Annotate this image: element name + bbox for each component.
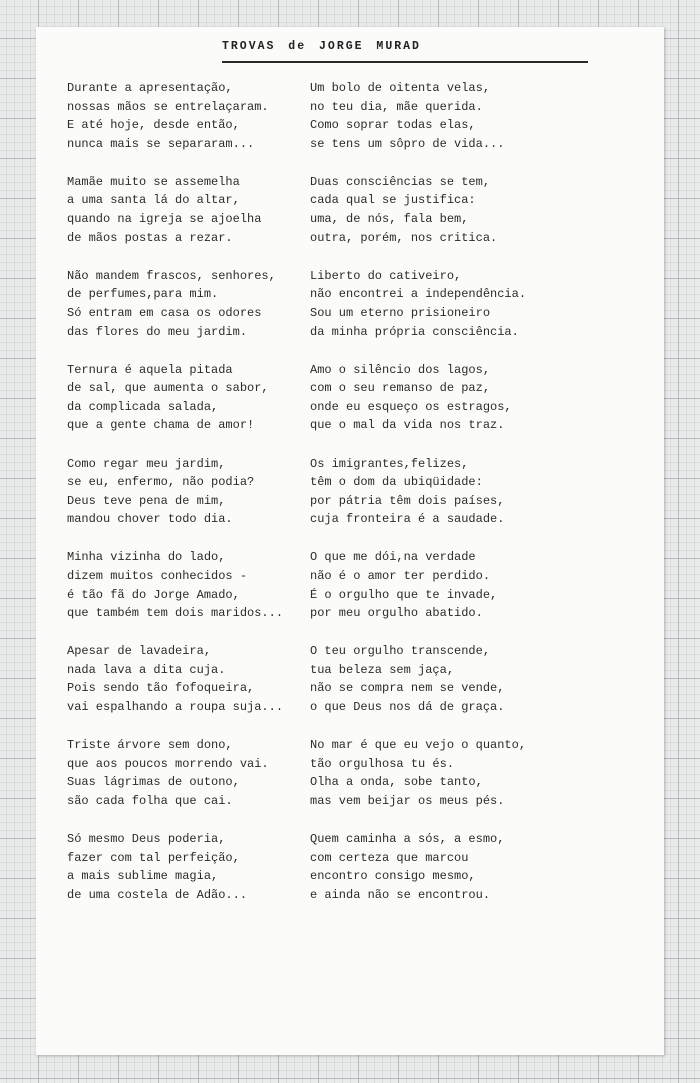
verse-line: mas vem beijar os meus pés. bbox=[310, 793, 505, 808]
verse-line: outra, porém, nos critica. bbox=[310, 230, 498, 245]
verse-line: no teu dia, mãe querida. bbox=[310, 99, 483, 114]
verse-line: de uma costela de Adão... bbox=[67, 887, 248, 902]
verse-line: fazer com tal perfeição, bbox=[67, 850, 240, 865]
paper-sheet bbox=[36, 27, 664, 1055]
stanza bbox=[310, 173, 650, 247]
stanza bbox=[67, 173, 307, 247]
verse-line: Os imigrantes,felizes, bbox=[310, 456, 469, 471]
verse-line: Como soprar todas elas, bbox=[310, 118, 476, 133]
verse-line: de perfumes,para mim. bbox=[67, 287, 219, 302]
verse-line: dizem muitos conhecidos - bbox=[67, 568, 248, 583]
verse-line: Sou um eterno prisioneiro bbox=[310, 305, 491, 320]
verse-line: a uma santa lá do altar, bbox=[67, 193, 240, 208]
verse-line: encontro consigo mesmo, bbox=[310, 869, 476, 884]
verse-line: que também tem dois maridos... bbox=[67, 606, 284, 621]
verse-line: uma, de nós, fala bem, bbox=[310, 212, 469, 227]
verse-line: Liberto do cativeiro, bbox=[310, 268, 462, 283]
verse-line: Mamãe muito se assemelha bbox=[67, 174, 240, 189]
stanza bbox=[310, 548, 650, 622]
verse-line: é tão fã do Jorge Amado, bbox=[67, 587, 240, 602]
verse-line: são cada folha que cai. bbox=[67, 793, 233, 808]
verse-line: que aos poucos morrendo vai. bbox=[67, 756, 269, 771]
verse-line: quando na igreja se ajoelha bbox=[67, 212, 262, 227]
verse-line: cada qual se justifica: bbox=[310, 193, 476, 208]
right-column bbox=[310, 79, 650, 924]
verse-line: se eu, enfermo, não podia? bbox=[67, 475, 255, 490]
verse-line: da complicada salada, bbox=[67, 399, 219, 414]
stanza bbox=[67, 79, 307, 153]
verse-line: nunca mais se separaram... bbox=[67, 136, 255, 151]
stanza bbox=[310, 642, 650, 716]
verse-line: Triste árvore sem dono, bbox=[67, 738, 233, 753]
verse-line: a mais sublime magia, bbox=[67, 869, 219, 884]
title-underline bbox=[222, 61, 588, 63]
verse-line: por pátria têm dois países, bbox=[310, 493, 505, 508]
verse-line: Deus teve pena de mim, bbox=[67, 493, 226, 508]
verse-line: o que Deus nos dá de graça. bbox=[310, 700, 505, 715]
verse-line: No mar é que eu vejo o quanto, bbox=[310, 738, 527, 753]
verse-line: É o orgulho que te invade, bbox=[310, 587, 498, 602]
stanza bbox=[67, 642, 307, 716]
verse-line: Quem caminha a sós, a esmo, bbox=[310, 832, 505, 846]
verse-line: com certeza que marcou bbox=[310, 850, 469, 865]
stanza bbox=[67, 455, 307, 529]
stanza bbox=[67, 736, 307, 810]
verse-line: Um bolo de oitenta velas, bbox=[310, 81, 491, 95]
verse-line: mandou chover todo dia. bbox=[67, 512, 233, 527]
stanza bbox=[67, 830, 307, 904]
verse-line: nada lava a dita cuja. bbox=[67, 662, 226, 677]
verse-line: Olha a onda, sobe tanto, bbox=[310, 775, 483, 790]
verse-line: Suas lágrimas de outono, bbox=[67, 775, 240, 790]
verse-line: vai espalhando a roupa suja... bbox=[67, 700, 284, 715]
left-column bbox=[67, 79, 307, 924]
verse-line: têm o dom da ubiqüidade: bbox=[310, 475, 483, 490]
verse-line: onde eu esqueço os estragos, bbox=[310, 399, 512, 414]
verse-line: com o seu remanso de paz, bbox=[310, 381, 491, 396]
verse-line: Só entram em casa os odores bbox=[67, 305, 262, 320]
verse-line: nossas mãos se entrelaçaram. bbox=[67, 99, 269, 114]
stanza bbox=[310, 830, 650, 904]
stanza bbox=[67, 267, 307, 341]
verse-line: e ainda não se encontrou. bbox=[310, 887, 491, 902]
verse-line: não é o amor ter perdido. bbox=[310, 568, 491, 583]
verse-line: das flores do meu jardim. bbox=[67, 324, 248, 339]
verse-line: O teu orgulho transcende, bbox=[310, 644, 491, 659]
verse-line: Como regar meu jardim, bbox=[67, 456, 226, 471]
verse-line: que a gente chama de amor! bbox=[67, 418, 255, 433]
verse-line: Pois sendo tão fofoqueira, bbox=[67, 681, 255, 696]
stanza bbox=[310, 267, 650, 341]
verse-line: de sal, que aumenta o sabor, bbox=[67, 381, 269, 396]
verse-line: que o mal da vida nos traz. bbox=[310, 418, 505, 433]
stanza bbox=[67, 361, 307, 435]
verse-line: não se compra nem se vende, bbox=[310, 681, 505, 696]
verse-line: não encontrei a independência. bbox=[310, 287, 527, 302]
stanza bbox=[310, 455, 650, 529]
stanza bbox=[310, 79, 650, 153]
verse-line: de mãos postas a rezar. bbox=[67, 230, 233, 245]
stanza bbox=[310, 361, 650, 435]
page-title: TROVAS de JORGE MURAD bbox=[222, 40, 421, 53]
verse-line: se tens um sôpro de vida... bbox=[310, 136, 505, 151]
stanza bbox=[310, 736, 650, 810]
verse-line: tão orgulhosa tu és. bbox=[310, 756, 455, 771]
verse-line: Não mandem frascos, senhores, bbox=[67, 268, 276, 283]
verse-line: Duas consciências se tem, bbox=[310, 174, 491, 189]
verse-line: Durante a apresentação, bbox=[67, 81, 233, 95]
verse-line: Minha vizinha do lado, bbox=[67, 550, 226, 565]
verse-line: O que me dói,na verdade bbox=[310, 550, 476, 565]
verse-line: E até hoje, desde então, bbox=[67, 118, 240, 133]
verse-line: Ternura é aquela pitada bbox=[67, 362, 233, 377]
verse-line: Só mesmo Deus poderia, bbox=[67, 832, 226, 846]
verse-line: cuja fronteira é a saudade. bbox=[310, 512, 505, 527]
verse-line: tua beleza sem jaça, bbox=[310, 662, 455, 677]
verse-line: por meu orgulho abatido. bbox=[310, 606, 483, 621]
verse-line: Apesar de lavadeira, bbox=[67, 644, 212, 659]
verse-line: da minha própria consciência. bbox=[310, 324, 519, 339]
stanza bbox=[67, 548, 307, 622]
verse-line: Amo o silêncio dos lagos, bbox=[310, 362, 491, 377]
